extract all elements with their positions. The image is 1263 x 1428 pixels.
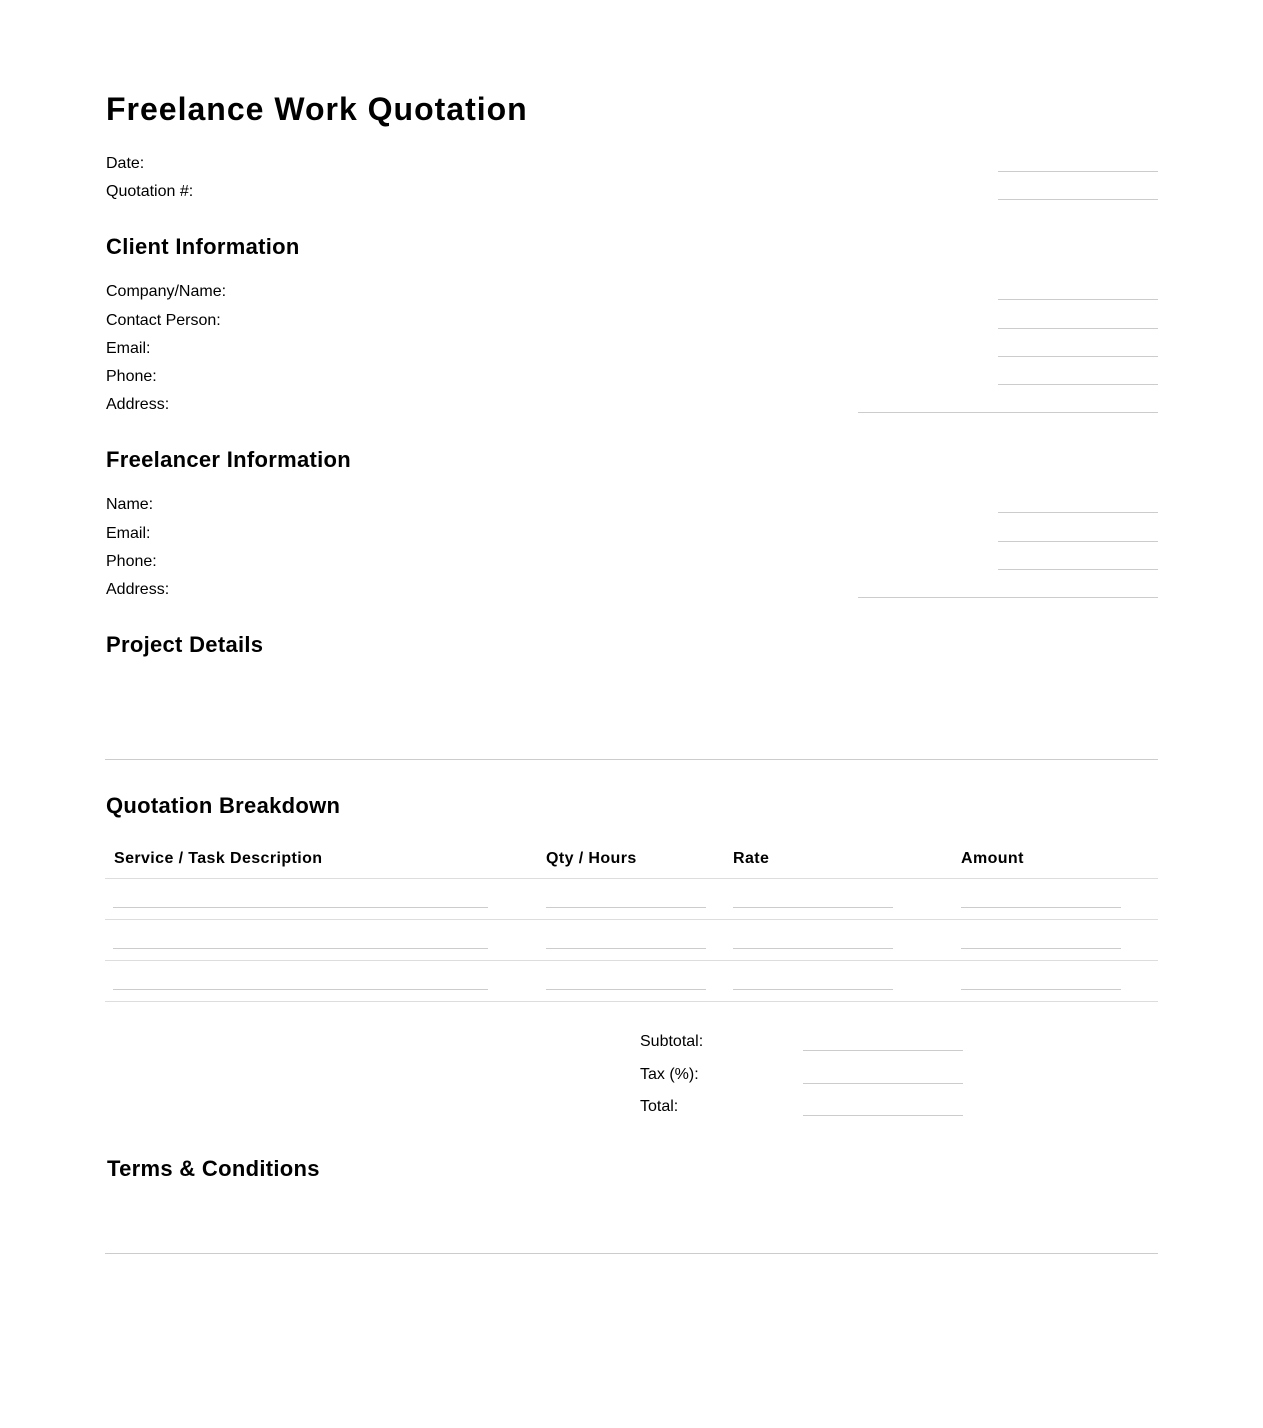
- row2-description-input[interactable]: [113, 948, 488, 949]
- divider: [105, 878, 1158, 879]
- freelancer-email-input[interactable]: [998, 541, 1158, 542]
- freelancer-email-label: Email:: [106, 525, 151, 542]
- client-email-input[interactable]: [998, 356, 1158, 357]
- row2-amount-input[interactable]: [961, 948, 1121, 949]
- client-phone-label: Phone:: [106, 368, 157, 385]
- breakdown-heading: Quotation Breakdown: [106, 793, 341, 818]
- client-phone-input[interactable]: [998, 384, 1158, 385]
- terms-field[interactable]: [105, 1253, 1158, 1254]
- client-email-label: Email:: [106, 340, 151, 357]
- row2-qty-input[interactable]: [546, 948, 706, 949]
- client-address-input[interactable]: [858, 412, 1158, 413]
- row3-description-input[interactable]: [113, 989, 488, 990]
- total-input[interactable]: [803, 1115, 963, 1116]
- company-label: Company/Name:: [106, 283, 227, 300]
- row3-qty-input[interactable]: [546, 989, 706, 990]
- subtotal-label: Subtotal:: [640, 1033, 704, 1050]
- project-details-field[interactable]: [105, 759, 1158, 760]
- row1-qty-input[interactable]: [546, 907, 706, 908]
- client-heading: Client Information: [106, 234, 300, 259]
- total-label: Total:: [640, 1098, 679, 1115]
- row1-rate-input[interactable]: [733, 907, 893, 908]
- tax-label: Tax (%):: [640, 1066, 699, 1083]
- quotation-number-input[interactable]: [998, 199, 1158, 200]
- col-description: Service / Task Description: [114, 850, 323, 867]
- subtotal-input[interactable]: [803, 1050, 963, 1051]
- company-input[interactable]: [998, 299, 1158, 300]
- date-label: Date:: [106, 155, 145, 172]
- freelancer-name-input[interactable]: [998, 512, 1158, 513]
- project-heading: Project Details: [106, 632, 264, 657]
- quotation-number-label: Quotation #:: [106, 183, 194, 200]
- terms-heading: Terms & Conditions: [107, 1156, 320, 1181]
- freelancer-name-label: Name:: [106, 496, 154, 513]
- freelancer-phone-input[interactable]: [998, 569, 1158, 570]
- row1-amount-input[interactable]: [961, 907, 1121, 908]
- contact-input[interactable]: [998, 328, 1158, 329]
- contact-label: Contact Person:: [106, 312, 221, 329]
- freelancer-address-label: Address:: [106, 581, 170, 598]
- row3-rate-input[interactable]: [733, 989, 893, 990]
- page-title: Freelance Work Quotation: [106, 91, 528, 127]
- divider: [105, 1001, 1158, 1002]
- row3-amount-input[interactable]: [961, 989, 1121, 990]
- freelancer-address-input[interactable]: [858, 597, 1158, 598]
- col-qty: Qty / Hours: [546, 850, 637, 867]
- freelancer-heading: Freelancer Information: [106, 447, 351, 472]
- divider: [105, 919, 1158, 920]
- freelancer-phone-label: Phone:: [106, 553, 157, 570]
- col-amount: Amount: [961, 850, 1024, 867]
- client-address-label: Address:: [106, 396, 170, 413]
- tax-input[interactable]: [803, 1083, 963, 1084]
- row2-rate-input[interactable]: [733, 948, 893, 949]
- col-rate: Rate: [733, 850, 770, 867]
- row1-description-input[interactable]: [113, 907, 488, 908]
- divider: [105, 960, 1158, 961]
- date-input[interactable]: [998, 171, 1158, 172]
